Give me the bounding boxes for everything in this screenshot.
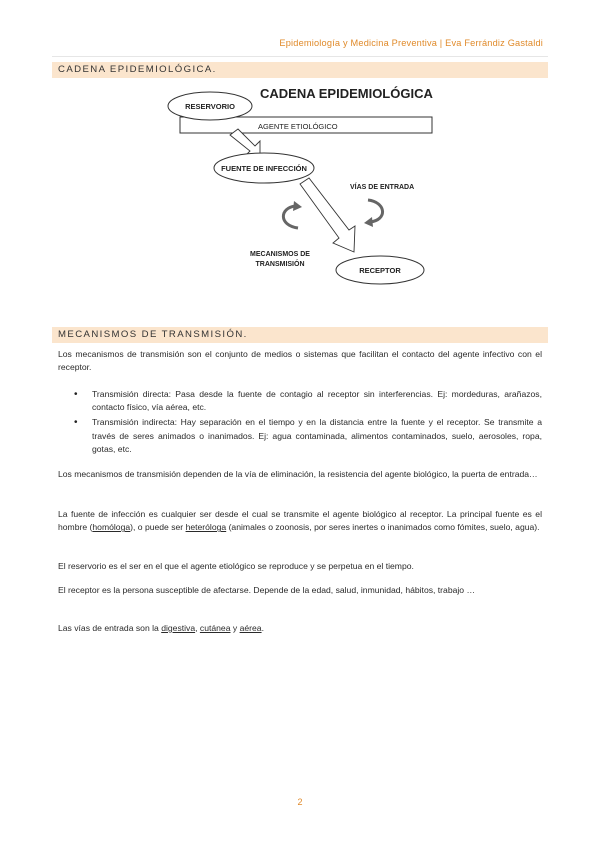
- section-heading-cadena: CADENA EPIDEMIOLÓGICA.: [52, 62, 548, 78]
- heterologa-term: heteróloga: [185, 522, 227, 533]
- cutanea-term: cutánea: [199, 623, 231, 633]
- fuente-label: FUENTE DE INFECCIÓN: [221, 164, 307, 173]
- vias-sep-1: ,: [195, 623, 200, 633]
- receptor-label: RECEPTOR: [359, 266, 401, 275]
- vias-sep-2: y: [230, 623, 240, 633]
- bullet-directa: • Transmisión directa: Pasa desde la fuente de contagio al receptor sin interferencias. Ej: mordeduras, arañazos, contacto físico, vía aérea, etc.: [58, 388, 542, 414]
- reservorio-label: RESERVORIO: [185, 102, 235, 111]
- vias-end: .: [261, 623, 264, 633]
- digestiva-term: digestiva: [161, 623, 196, 633]
- agente-label: AGENTE ETIOLÓGICO: [258, 122, 338, 131]
- mecanismos-label-line2: TRANSMISIÓN: [255, 261, 305, 268]
- chain-diagram: [160, 80, 440, 295]
- fuente-text-a: La fuente de infección es cualquier ser desde el cual se transmite el agente biológico al receptor. La principal fuente es el hombre (: [58, 509, 542, 533]
- diagram-title: CADENA EPIDEMIOLÓGICA: [260, 86, 433, 101]
- mecanismos-label-line1: MECANISMOS DE: [250, 251, 310, 258]
- paragraph-fuente: [58, 508, 542, 534]
- header-divider: [52, 56, 548, 57]
- aerea-term: aérea: [239, 623, 262, 633]
- curved-arrowhead-vias: [364, 217, 373, 227]
- page-number: 2: [297, 797, 303, 807]
- section-heading-mecanismos: MECANISMOS DE TRANSMISIÓN.: [52, 327, 548, 343]
- paragraph-reservorio: El reservorio es el ser en el que el agente etiológico se reproduce y se perpetua en el tiempo.: [58, 561, 414, 571]
- paragraph-vias: [58, 622, 542, 635]
- paragraph-receptor: El receptor es la persona susceptible de afectarse. Depende de la edad, salud, inmunidad, hábitos, trabajo …: [58, 585, 476, 595]
- paragraph-dependencia: Los mecanismos de transmisión dependen de la vía de eliminación, la resistencia del agente biológico, la puerta de entrada…: [58, 469, 538, 479]
- curved-arrowhead-mecanismos: [293, 201, 302, 211]
- vias-text-a: Las vías de entrada son la: [58, 623, 162, 633]
- intro-paragraph: Los mecanismos de transmisión son el conjunto de medios o sistemas que facilitan el contacto del agente infectivo con el receptor.: [58, 349, 542, 373]
- fuente-text-c: (animales o zoonosis, por seres inertes o inanimados como fómites, suelo, agua).: [226, 522, 540, 533]
- arrow-fuente-receptor: [300, 178, 355, 252]
- bullet-indirecta: • Transmisión indirecta: Hay separación en el tiempo y en la distancia entre la fuente y el receptor. Se transmite a través de seres animados o inanimados. Ej: agua contaminada, alimentos contaminados, suelo, aerosoles, ropa, gotas, etc.: [58, 416, 542, 456]
- vias-label: VÍAS DE ENTRADA: [350, 184, 415, 191]
- transmission-list: [58, 388, 542, 458]
- fuente-text-b: ), o puede ser: [130, 522, 186, 533]
- homologa-term: homóloga: [92, 522, 131, 533]
- running-header: Epidemiología y Medicina Preventiva | Eva Ferrándiz Gastaldi: [279, 38, 543, 48]
